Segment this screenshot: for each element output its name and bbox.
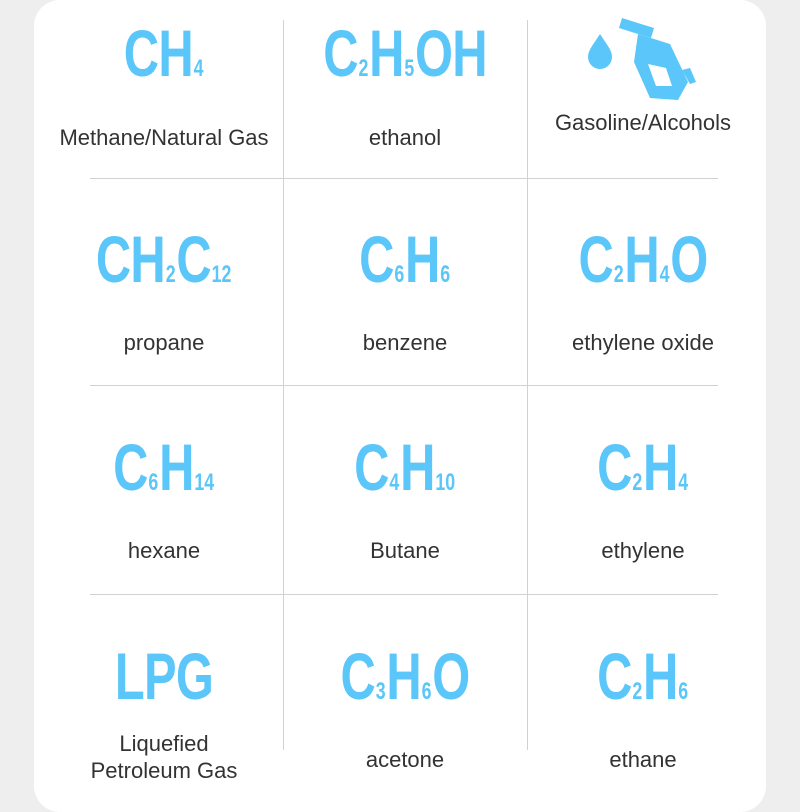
gas-cell-methane	[44, 18, 284, 151]
gas-cell-propane	[44, 224, 284, 356]
gas-cell-acetone	[285, 641, 525, 773]
chemical-formula: C4H10	[354, 430, 456, 504]
divider-horizontal-2	[90, 385, 718, 386]
gas-name-label: ethanol	[368, 125, 442, 150]
chemical-formula: C2H4O	[578, 222, 708, 296]
fuel-pump-icon	[578, 10, 708, 102]
gas-name-label-line-1: Liquefied	[119, 731, 209, 756]
gas-cell-hexane	[44, 432, 284, 564]
chemical-formula: CH2C12	[95, 222, 232, 296]
chemical-formula: CH4	[123, 16, 204, 90]
gas-cell-butane	[285, 432, 525, 564]
gas-name-label: acetone	[365, 747, 445, 772]
gas-cell-ethanol	[285, 18, 525, 151]
gas-name-label: Gasoline/Alcohols	[554, 110, 732, 135]
chemical-formula: C2H5OH	[323, 16, 487, 90]
gas-cell-ethane	[523, 641, 763, 773]
gas-name-label: ethane	[609, 747, 677, 772]
gas-cell-benzene	[285, 224, 525, 356]
gas-name-label: Butane	[370, 538, 440, 563]
chemical-formula: C2H6	[597, 639, 689, 713]
chemical-formula: C2H4	[597, 430, 689, 504]
gas-cell-lpg	[44, 641, 284, 784]
divider-horizontal-1	[90, 178, 718, 179]
gas-cell-gasoline	[523, 10, 763, 136]
gas-name-label: ethylene	[601, 538, 685, 563]
gas-name-label: propane	[123, 330, 205, 355]
gas-name-label: hexane	[127, 538, 201, 563]
chemical-formula: C3H6O	[340, 639, 470, 713]
chemical-formula: C6H14	[113, 430, 215, 504]
gas-name-label: benzene	[362, 330, 448, 355]
chemical-formula: LPG	[114, 639, 214, 713]
gas-name-label: Methane/Natural Gas	[59, 125, 269, 150]
chemical-formula: C6H6	[359, 222, 451, 296]
gas-cell-ethylene-oxide	[523, 224, 763, 356]
gas-list-card	[34, 0, 766, 812]
divider-horizontal-3	[90, 594, 718, 595]
gas-name-label-line-2: Petroleum Gas	[90, 758, 238, 783]
gas-name-label: ethylene oxide	[572, 330, 714, 355]
gas-cell-ethylene	[523, 432, 763, 564]
